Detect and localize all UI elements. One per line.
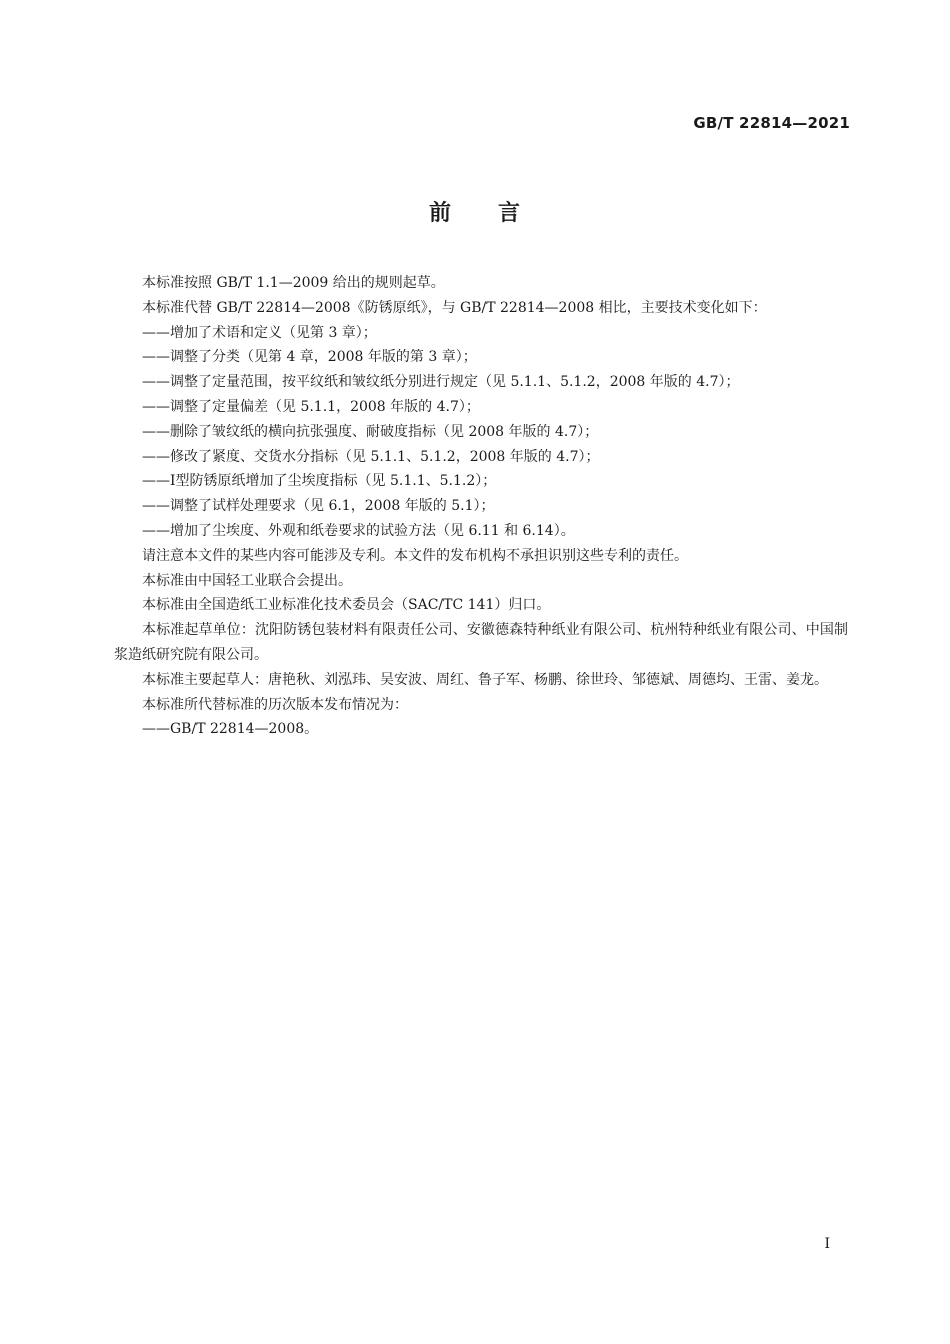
- change-item: ——调整了定量范围，按平纹纸和皱纹纸分别进行规定（见 5.1.1、5.1.2，2008 年版的 4.7）；: [142, 374, 740, 391]
- paragraph-drafting-units: 本标准起草单位：沈阳防锈包装材料有限责任公司、安徽德森特种纸业有限公司、杭州特种纸业有限公司、中国制浆造纸研究院有限公司。: [114, 622, 848, 663]
- standard-number: GB/T 22814—2021: [693, 114, 850, 132]
- paragraph-proposer: 本标准由中国轻工业联合会提出。: [142, 572, 352, 589]
- change-item: ——调整了分类（见第 4 章，2008 年版的第 3 章）；: [142, 349, 477, 366]
- previous-edition-item: ——GB/T 22814—2008。: [142, 721, 319, 738]
- change-item: ——增加了术语和定义（见第 3 章）；: [142, 324, 377, 341]
- page-number: I: [824, 1236, 830, 1252]
- paragraph-drafters: 本标准主要起草人：唐艳秋、刘泓玮、吴安波、周红、鲁子军、杨鹏、徐世玲、邹德斌、周德均、王雷、姜龙。: [142, 671, 828, 688]
- change-item: ——调整了定量偏差（见 5.1.1，2008 年版的 4.7）；: [142, 398, 480, 415]
- change-item: ——修改了紧度、交货水分指标（见 5.1.1、5.1.2，2008 年版的 4.7）；: [142, 448, 600, 465]
- change-item: ——Ⅰ型防锈原纸增加了尘埃度指标（见 5.1.1、5.1.2）；: [142, 473, 497, 490]
- paragraph-replacement-statement: 本标准代替 GB/T 22814—2008《防锈原纸》，与 GB/T 22814—2008 相比，主要技术变化如下：: [142, 299, 767, 316]
- foreword-body: [114, 271, 848, 742]
- change-item: ——删除了皱纹纸的横向抗张强度、耐破度指标（见 2008 年版的 4.7）；: [142, 423, 599, 440]
- paragraph-previous-editions: 本标准所代替标准的历次版本发布情况为：: [142, 696, 408, 713]
- page-title: 前 言: [428, 201, 521, 226]
- paragraph-patent-notice: 请注意本文件的某些内容可能涉及专利。本文件的发布机构不承担识别这些专利的责任。: [142, 547, 688, 564]
- paragraph-committee: 本标准由全国造纸工业标准化技术委员会（SAC/TC 141）归口。: [142, 597, 551, 614]
- change-item: ——增加了尘埃度、外观和纸卷要求的试验方法（见 6.11 和 6.14）。: [142, 522, 575, 539]
- paragraph-drafting-rules: 本标准按照 GB/T 1.1—2009 给出的规则起草。: [142, 275, 445, 291]
- change-item: ——调整了试样处理要求（见 6.1，2008 年版的 5.1）；: [142, 498, 495, 515]
